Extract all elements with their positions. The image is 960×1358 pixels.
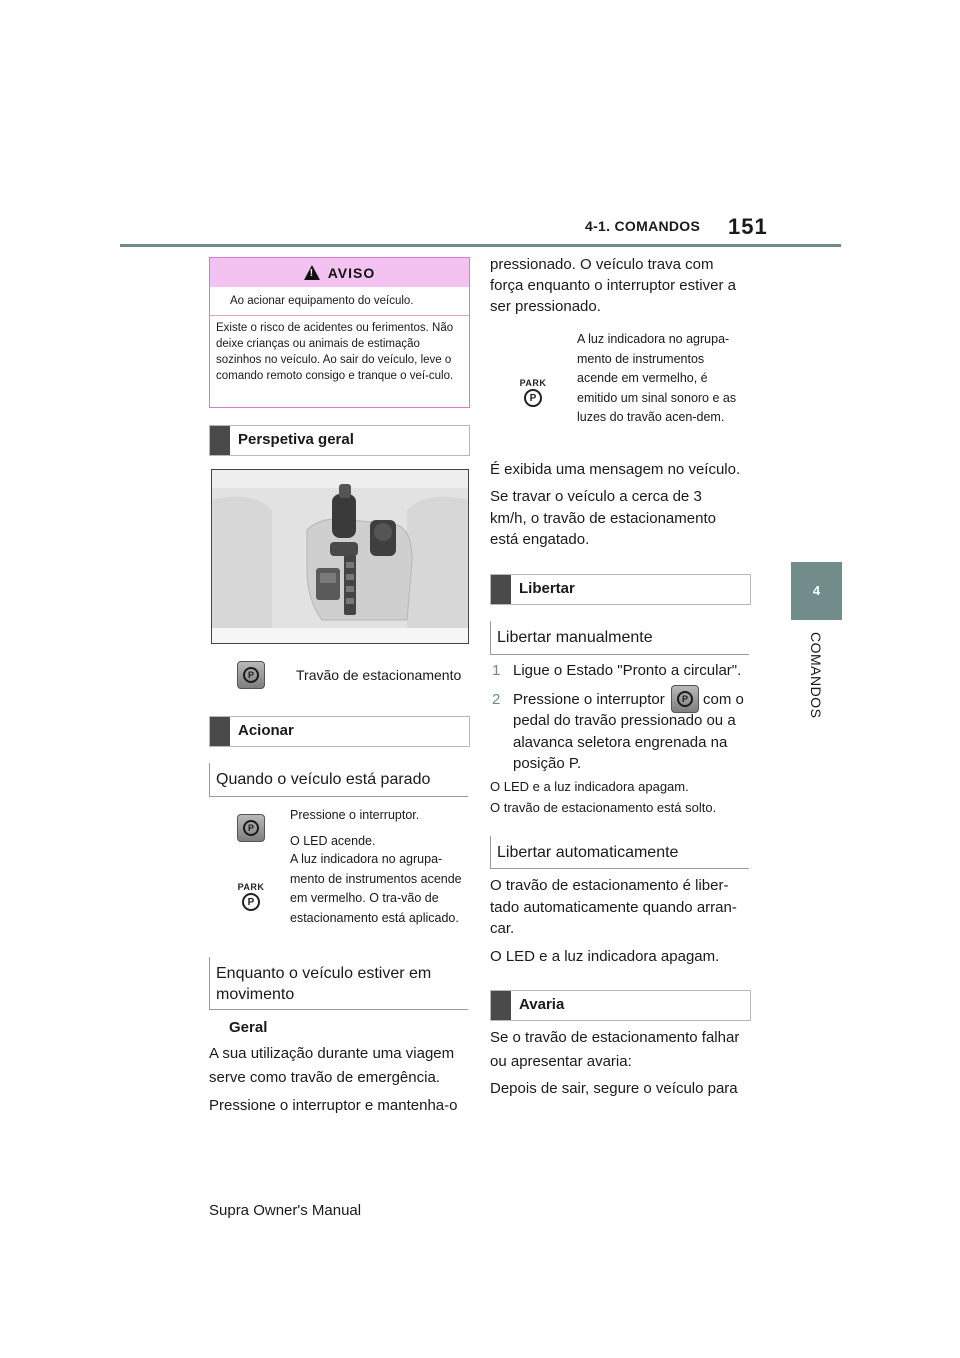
park-word: PARK xyxy=(237,882,265,892)
warning-triangle-icon: ! xyxy=(304,265,320,280)
indicator-description: A luz indicadora no agrupa-mento de instrumentos acende em vermelho, é emitido um sinal sonoro e as luzes do travão acen-dem. xyxy=(577,332,737,424)
section-acionar xyxy=(209,716,470,747)
chapter-tab: 4 xyxy=(791,562,842,620)
parking-brake-switch-icon xyxy=(237,814,265,842)
park-letter: P xyxy=(242,893,260,911)
step-2-part-a: Pressione o interruptor xyxy=(513,691,665,708)
step-1: Ligue o Estado "Pronto a circular". xyxy=(513,662,742,679)
parking-letter: P xyxy=(677,691,693,707)
section-bar xyxy=(210,717,230,746)
center-console-illustration xyxy=(212,470,468,643)
avaria-paragraph-1: Se o travão de estacionamento falhar ou apresentar avaria: xyxy=(490,1029,740,1070)
section-bar xyxy=(210,426,230,455)
lock-paragraph: Se travar o veículo a cerca de 3 km/h, o travão de estacionamento está engatado. xyxy=(490,488,716,548)
warning-title: AVISO xyxy=(327,264,376,281)
section-title: Avaria xyxy=(519,996,565,1013)
continuation-paragraph: pressionado. O veículo trava com força enquanto o interruptor estiver a ser pressionado. xyxy=(490,256,736,315)
section-title: Acionar xyxy=(238,722,294,739)
parado-line3: A luz indicadora no agrupa-mento de instrumentos acende em vermelho. O tra-vão de estacionamento está aplicado. xyxy=(290,852,462,925)
message-paragraph: É exibida uma mensagem no veículo. xyxy=(490,461,741,478)
geral-label: Geral xyxy=(229,1019,268,1036)
parking-letter: P xyxy=(243,820,259,836)
subheading-libertar-auto: Libertar automaticamente xyxy=(490,836,749,869)
section-perspetiva-geral xyxy=(209,425,470,456)
footer-manual-title: Supra Owner's Manual xyxy=(209,1202,362,1219)
section-bar xyxy=(491,575,511,604)
section-title: Perspetiva geral xyxy=(238,431,354,448)
park-word: PARK xyxy=(519,378,547,388)
auto-paragraph-1: O travão de estacionamento é liber-tado automaticamente quando arran-car. xyxy=(490,877,737,937)
step-number: 1 xyxy=(492,662,501,679)
auto-paragraph-2: O LED e a luz indicadora apagam. xyxy=(490,948,720,965)
step-2-part-b: com o xyxy=(703,691,744,708)
subheading-movimento: Enquanto o veículo estiver em movimento xyxy=(209,957,468,1010)
section-title: Libertar xyxy=(519,580,575,597)
movimento-paragraph-2: Pressione o interruptor e mantenha-o xyxy=(209,1097,458,1114)
header-rule xyxy=(120,244,841,247)
step-2-part-c: pedal do travão pressionado ou a alavanca seletora engrenada na posição P. xyxy=(513,712,736,772)
subheading-libertar-manual: Libertar manualmente xyxy=(490,621,749,655)
parking-brake-switch-icon xyxy=(671,685,699,713)
movimento-paragraph-1: A sua utilização durante uma viagem serve como travão de emergência. xyxy=(209,1045,455,1086)
warning-subtitle: Ao acionar equipamento do veículo. xyxy=(210,287,469,316)
parking-letter: P xyxy=(243,667,259,683)
release-note-1: O LED e a luz indicadora apagam. xyxy=(490,779,689,794)
chapter-tab-label: COMANDOS xyxy=(808,632,824,719)
warning-box xyxy=(209,257,470,408)
parado-line2: O LED acende. xyxy=(290,834,376,848)
park-letter: P xyxy=(524,389,542,407)
park-indicator-icon xyxy=(235,882,267,911)
subheading-parado: Quando o veículo está parado xyxy=(209,763,468,797)
step-number: 2 xyxy=(492,691,501,708)
section-libertar xyxy=(490,574,751,605)
parado-instructions xyxy=(290,806,468,928)
section-header: 4-1. COMANDOS xyxy=(585,218,701,234)
console-photo xyxy=(211,469,469,644)
section-avaria xyxy=(490,990,751,1021)
page-number: 151 xyxy=(728,214,768,239)
warning-body: Existe o risco de acidentes ou ferimentos. Não deixe crianças ou animais de estimação sozinhos no veículo. Ao sair do veículo, leve o comando remoto consigo e tranque o veí-culo. xyxy=(216,322,454,382)
warning-header xyxy=(210,258,469,287)
photo-caption: Travão de estacionamento xyxy=(296,667,462,683)
avaria-paragraph-2: Depois de sair, segure o veículo para xyxy=(490,1080,738,1097)
park-indicator-icon xyxy=(517,378,549,407)
section-bar xyxy=(491,991,511,1020)
parking-brake-switch-icon xyxy=(237,661,265,689)
release-note-2: O travão de estacionamento está solto. xyxy=(490,800,717,815)
parado-line1: Pressione o interruptor. xyxy=(290,808,420,822)
